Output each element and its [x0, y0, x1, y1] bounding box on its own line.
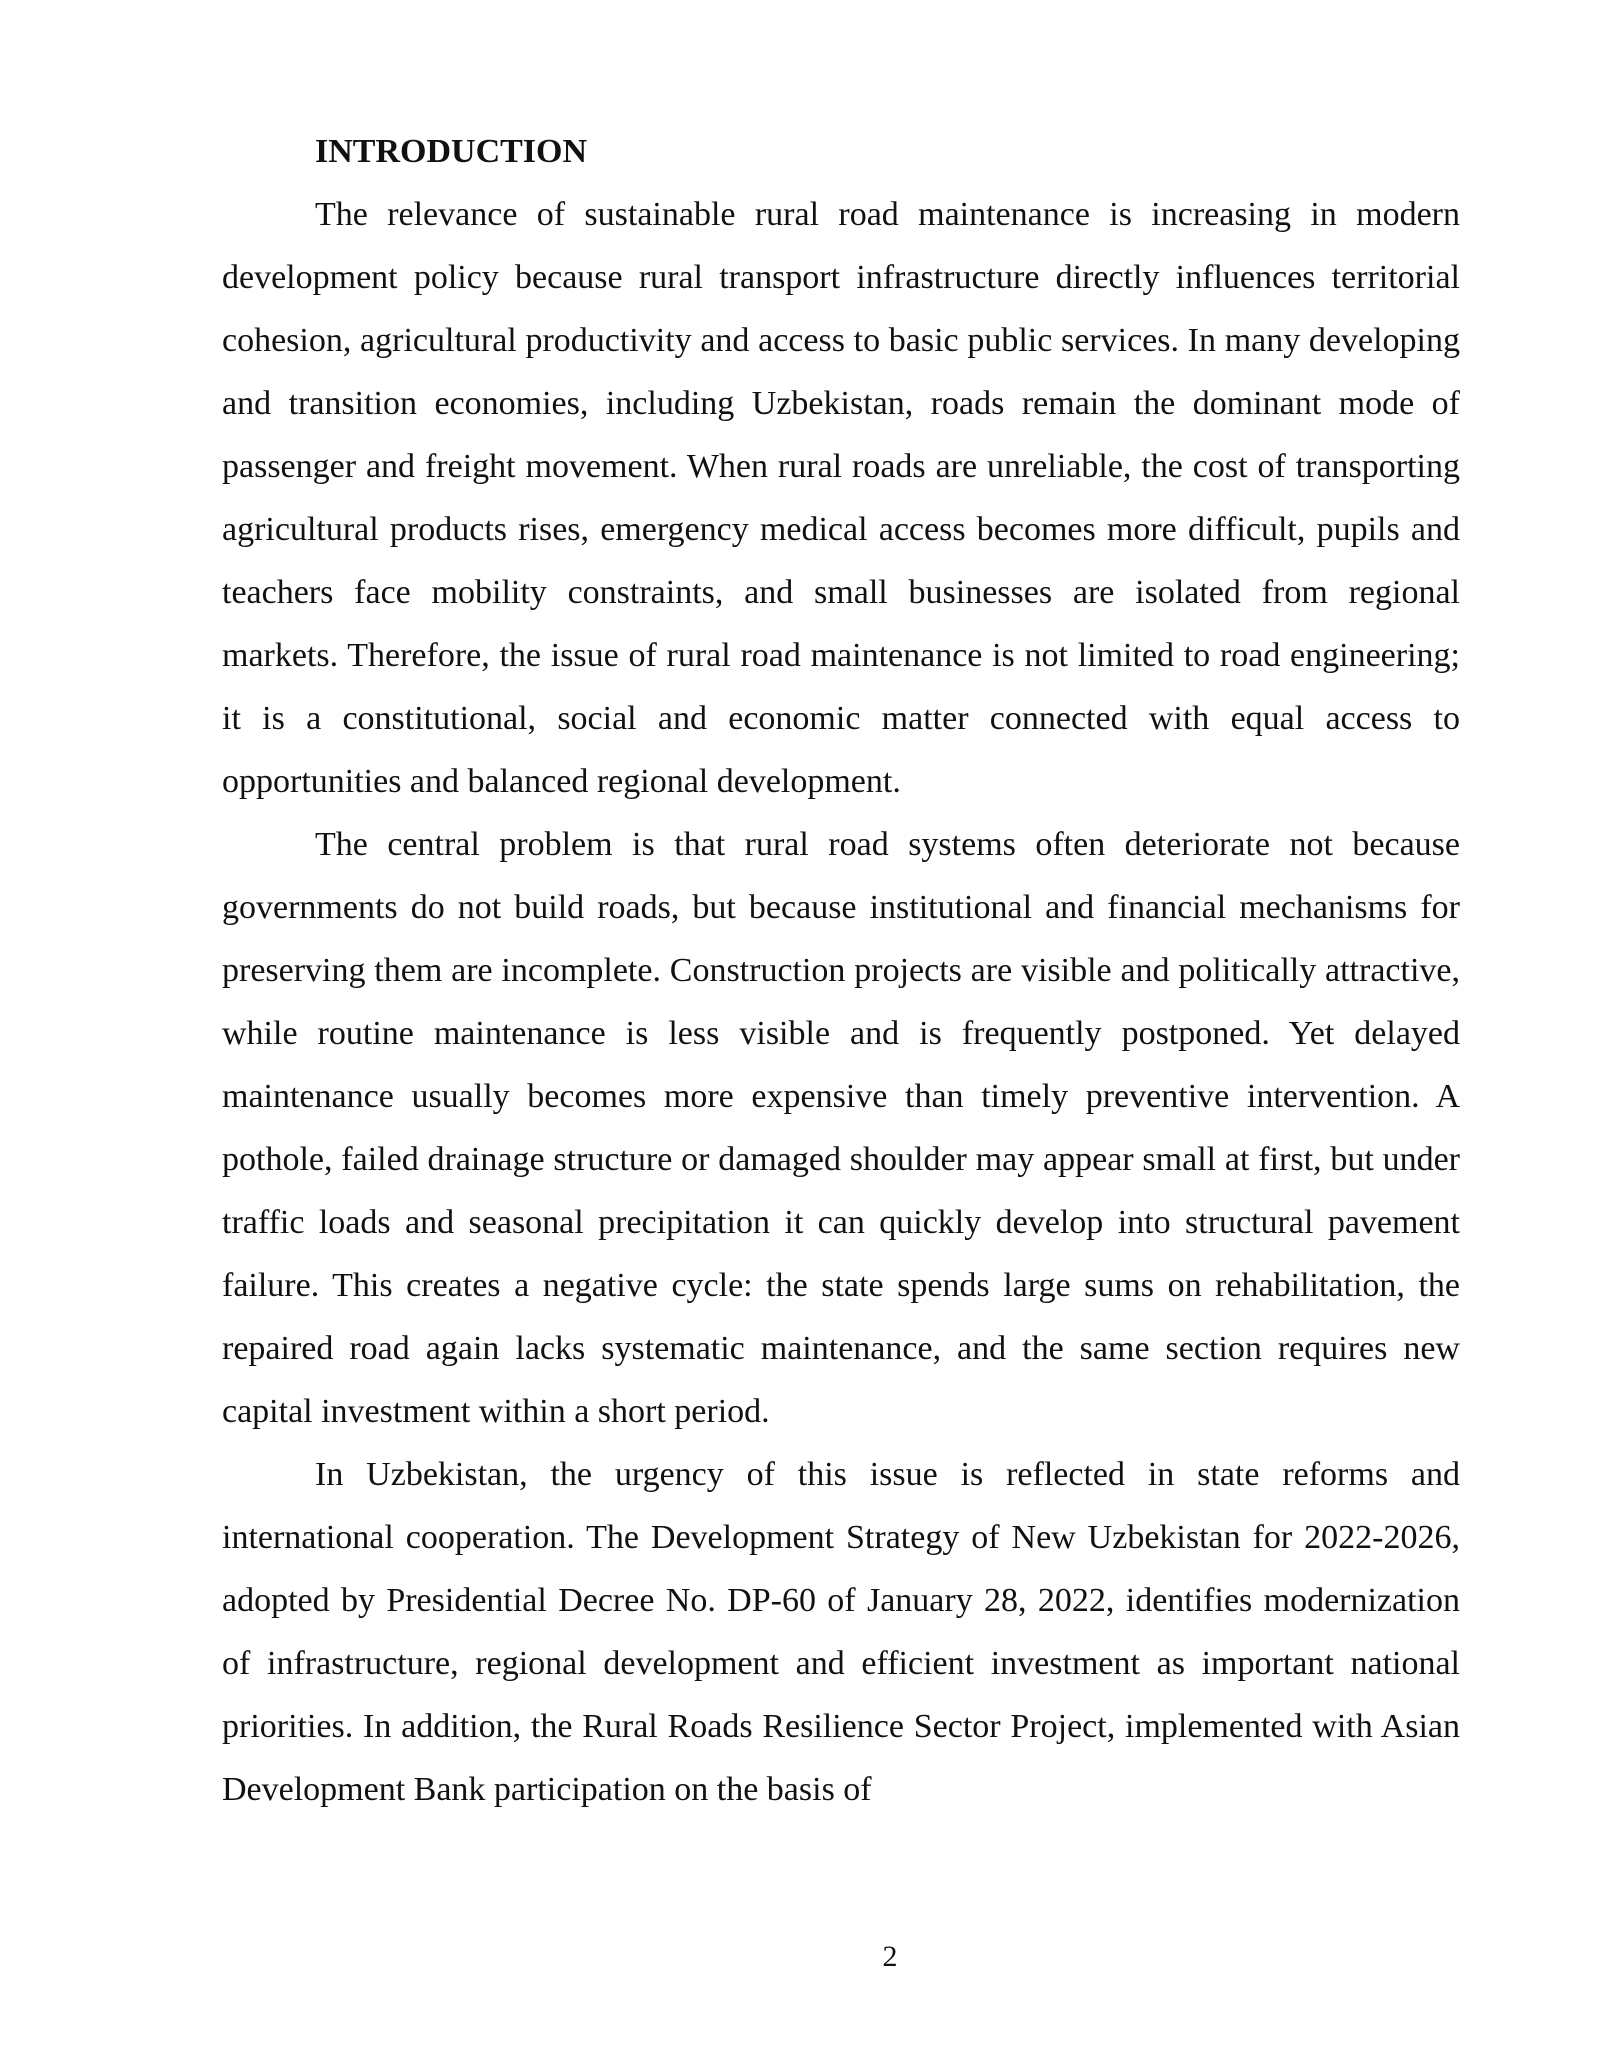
page-body	[222, 120, 1460, 1821]
paragraph-central-problem: The central problem is that rural road systems often deteriorate not because governments do not build roads, but because institutional and financial mechanisms for preserving them are incomplete. Construction projects are visible and politically attractive, while routine maintenance is less visible and is frequently postponed. Yet delayed maintenance usually becomes more expensive than timely preventive intervention. A pothole, failed drainage structure or damaged shoulder may appear small at first, but under traffic loads and seasonal precipitation it can quickly develop into structural pavement failure. This creates a negative cycle: the state spends large sums on rehabilitation, the repaired road again lacks systematic maintenance, and the same section requires new capital investment within a short period.	[222, 826, 1460, 1430]
paragraph-uzbekistan: In Uzbekistan, the urgency of this issue is reflected in state reforms and international cooperation. The Development Strategy of New Uzbekistan for 2022-2026, adopted by Presidential Decree No. DP-60 of January 28, 2022, identifies modernization of infrastructure, regional development and efficient investment as important national priorities. In addition, the Rural Roads Resilience Sector Project, implemented with Asian Development Bank participation on the basis of	[222, 1456, 1460, 1808]
page-number: 2	[882, 1940, 898, 1973]
paragraph-relevance: The relevance of sustainable rural road maintenance is increasing in modern development policy because rural transport infrastructure directly influences territorial cohesion, agricultural productivity and access to basic public services. In many developing and transition economies, including Uzbekistan, roads remain the dominant mode of passenger and freight movement. When rural roads are unreliable, the cost of transporting agricultural products rises, emergency medical access becomes more difficult, pupils and teachers face mobility constraints, and small businesses are isolated from regional markets. Therefore, the issue of rural road maintenance is not limited to road engineering; it is a constitutional, social and economic matter connected with equal access to opportunities and balanced regional development.	[222, 196, 1460, 800]
section-heading: INTRODUCTION	[315, 133, 588, 170]
